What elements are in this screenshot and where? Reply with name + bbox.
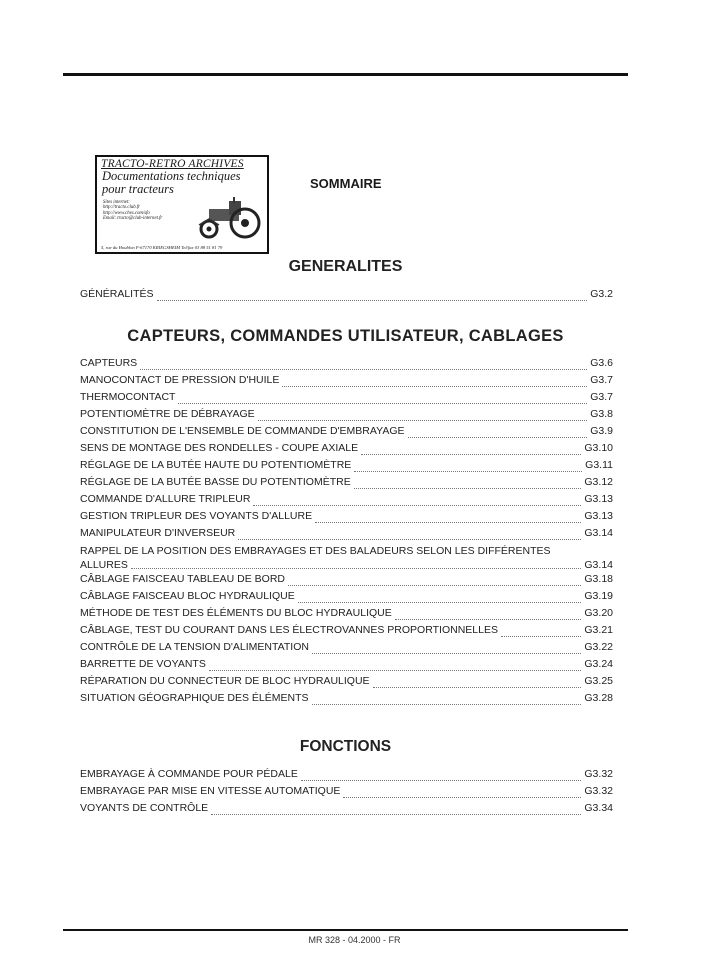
toc-label: MANIPULATEUR D'INVERSEUR [80,527,236,539]
toc-row [80,641,613,658]
toc-page: G3.24 [584,658,613,670]
footer-reference: MR 328 - 04.2000 - FR [308,935,401,945]
toc-page: G3.28 [584,692,613,704]
stamp-line-3: http://www.ches.com/sfo [103,210,150,216]
bottom-rule [63,929,628,931]
leader-dots [312,704,582,705]
toc-label: CONSTITUTION DE L'ENSEMBLE DE COMMANDE D'EMBRAYAGE [80,425,405,437]
toc-row [80,590,613,607]
leader-dots [211,814,581,815]
leader-dots [288,585,581,586]
toc-row [80,408,613,425]
toc-label: EMBRAYAGE PAR MISE EN VITESSE AUTOMATIQUE [80,785,341,797]
toc-page: G3.25 [584,675,613,687]
toc-page: G3.8 [590,408,613,420]
toc-row [80,391,613,408]
leader-dots [238,539,581,540]
archive-stamp [95,155,269,254]
toc-page: G3.2 [590,288,613,300]
toc-label: GÉNÉRALITÉS [80,288,154,300]
toc-label-line-1: RAPPEL DE LA POSITION DES EMBRAYAGES ET DES BALADEURS SELON LES DIFFÉRENTES [80,545,551,557]
stamp-subtitle-1: Documentations techniques [102,169,241,183]
toc-label: BARRETTE DE VOYANTS [80,658,206,670]
toc-label: VOYANTS DE CONTRÔLE [80,802,209,814]
stamp-line-1: Sites internet: [103,200,130,205]
toc-row [80,425,613,442]
toc-label: EMBRAYAGE À COMMANDE POUR PÉDALE [80,768,298,780]
leader-dots [343,797,581,798]
leader-dots [312,653,581,654]
toc-label: POTENTIOMÈTRE DE DÉBRAYAGE [80,408,255,420]
leader-dots [253,505,581,506]
leader-dots [361,454,581,455]
toc-label: CÂBLAGE FAISCEAU BLOC HYDRAULIQUE [80,590,295,602]
toc-row [80,768,613,785]
toc-label: CONTRÔLE DE LA TENSION D'ALIMENTATION [80,641,309,653]
toc-page: G3.32 [584,768,613,780]
toc-label: SENS DE MONTAGE DES RONDELLES - COUPE AXIALE [80,442,359,454]
leader-dots [178,403,587,404]
toc-row [80,459,613,476]
toc-row [80,607,613,624]
page-title: SOMMAIRE [310,176,382,191]
toc-page: G3.14 [584,559,613,571]
toc-row [80,658,613,675]
toc-page: G3.20 [584,607,613,619]
top-rule [63,73,628,76]
toc-row [80,288,613,305]
toc-page: G3.6 [590,357,613,369]
stamp-title: TRACTO-RETRO ARCHIVES [101,158,244,170]
leader-dots [373,687,582,688]
leader-dots [301,780,582,781]
tractor-icon [195,195,261,239]
toc-row [80,374,613,391]
toc-page: G3.7 [590,391,613,403]
toc-row-line-2 [80,558,613,573]
leader-dots [501,636,581,637]
leader-dots [354,488,582,489]
toc-label: COMMANDE D'ALLURE TRIPLEUR [80,493,251,505]
toc-row [80,493,613,510]
leader-dots [258,420,588,421]
toc-page: G3.12 [584,476,613,488]
toc-page: G3.19 [584,590,613,602]
toc-row [80,442,613,459]
toc-label: CÂBLAGE, TEST DU COURANT DANS LES ÉLECTROVANNES PROPORTIONNELLES [80,624,498,636]
toc-fonctions [80,768,613,819]
toc-page: G3.13 [584,510,613,522]
leader-dots [209,670,582,671]
toc-label: CÂBLAGE FAISCEAU TABLEAU DE BORD [80,573,286,585]
toc-label: GESTION TRIPLEUR DES VOYANTS D'ALLURE [80,510,313,522]
toc-label: THERMOCONTACT [80,391,176,403]
toc-page: G3.18 [584,573,613,585]
toc-row [80,476,613,493]
leader-dots [354,471,582,472]
stamp-line-2: http://tracto.club.fr [103,205,141,211]
section-title-generalites: GENERALITES [288,258,403,275]
toc-label: RÉGLAGE DE LA BUTÉE BASSE DU POTENTIOMÈTRE [80,476,351,488]
toc-page: G3.32 [584,785,613,797]
toc-page: G3.21 [584,624,613,636]
stamp-address: 5, rue du Houblon F-67170 KRIEGSHEIM Tel/fax 03 88 51 81 79 [101,245,223,250]
section-title-capteurs: CAPTEURS, COMMANDES UTILISATEUR, CABLAGES [127,327,564,345]
toc-row [80,785,613,802]
leader-dots [131,568,582,569]
toc-page: G3.14 [584,527,613,539]
toc-page: G3.9 [590,425,613,437]
toc-page: G3.34 [584,802,613,814]
toc-row [80,573,613,590]
leader-dots [315,522,581,523]
toc-row [80,802,613,819]
leader-dots [282,386,587,387]
toc-page: G3.7 [590,374,613,386]
toc-row [80,624,613,641]
toc-capteurs [80,357,613,709]
toc-label: CAPTEURS [80,357,138,369]
leader-dots [408,437,588,438]
toc-page: G3.22 [584,641,613,653]
section-title-fonctions: FONCTIONS [299,738,392,755]
toc-label: RÉPARATION DU CONNECTEUR DE BLOC HYDRAULIQUE [80,675,370,687]
leader-dots [140,369,587,370]
leader-dots [298,602,582,603]
leader-dots [157,300,588,301]
toc-label: MANOCONTACT DE PRESSION D'HUILE [80,374,280,386]
toc-row-multiline [80,544,613,573]
toc-label: MÉTHODE DE TEST DES ÉLÉMENTS DU BLOC HYDRAULIQUE [80,607,392,619]
toc-page: G3.13 [584,493,613,505]
toc-label-line-2: ALLURES [80,559,128,571]
stamp-line-4: Email: tracto@club-internet.fr [103,216,163,222]
toc-row [80,357,613,374]
toc-row [80,675,613,692]
toc-row [80,510,613,527]
leader-dots [395,619,582,620]
toc-generalites [80,288,613,305]
stamp-subtitle-2: pour tracteurs [102,182,174,196]
toc-label: SITUATION GÉOGRAPHIQUE DES ÉLÉMENTS [80,692,309,704]
toc-page: G3.11 [585,459,613,471]
toc-row [80,692,613,709]
toc-row [80,527,613,544]
toc-label: RÉGLAGE DE LA BUTÉE HAUTE DU POTENTIOMÈTRE [80,459,352,471]
toc-page: G3.10 [584,442,613,454]
